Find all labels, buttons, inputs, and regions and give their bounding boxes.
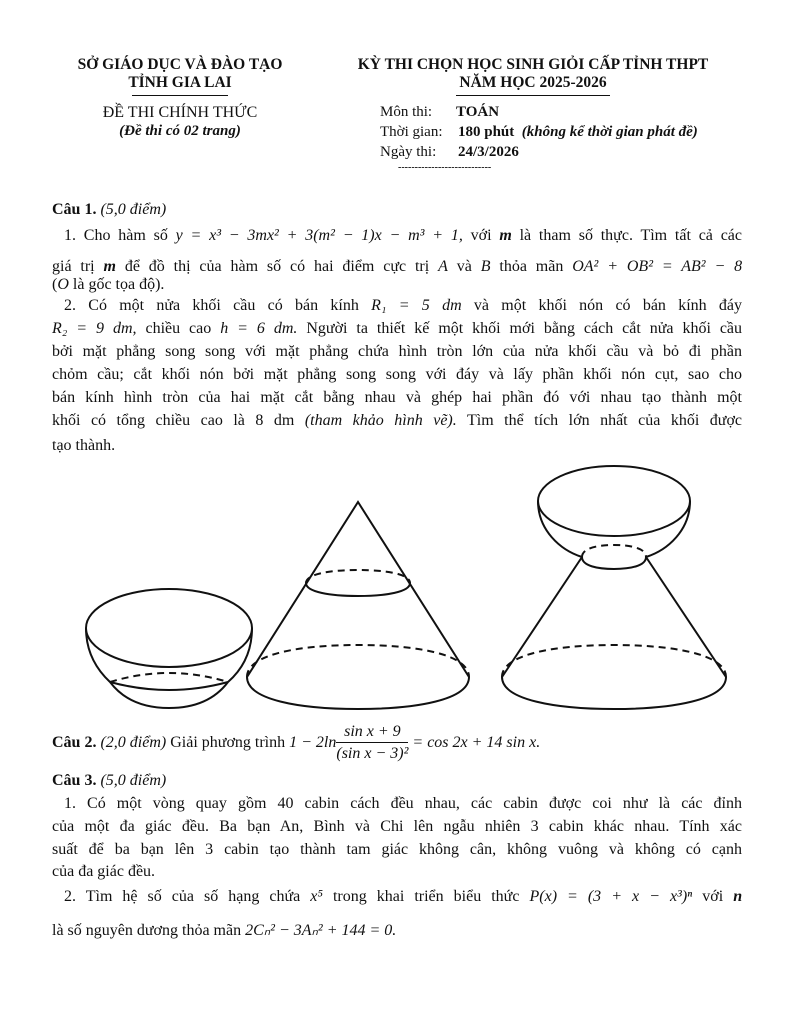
cone-base-front [247, 677, 469, 709]
text: 2. Tìm hệ số của số hạng chứa [64, 888, 301, 905]
text: ( [52, 276, 58, 293]
text: trong khai triển biểu thức [332, 888, 520, 905]
q1-points: (5,0 điểm) [100, 201, 167, 218]
var-n: n [733, 888, 743, 905]
q3-points: (5,0 điểm) [100, 772, 167, 789]
exam-name: KỲ THI CHỌN HỌC SINH GIỎI CẤP TỈNH THPT [357, 56, 709, 73]
height-h: h = 6 dm. [220, 320, 298, 337]
province-name: TỈNH GIA LAI [128, 74, 232, 91]
q2-intro: Giải phương trình [170, 734, 286, 752]
combined-figure [502, 466, 726, 709]
q1-p2-line7: tạo thành. [52, 437, 116, 454]
q1-p2-line3: bởi mặt phẳng song song với mặt phẳng chứa hình tròn lớn của nửa khối cầu và bỏ đi phần [52, 343, 742, 360]
var-B: B [480, 258, 491, 275]
time-value: 180 phút [458, 124, 515, 140]
text: là số nguyên dương thỏa mãn [52, 922, 242, 939]
date-value: 24/3/2026 [458, 144, 519, 160]
neck-front [582, 557, 646, 569]
q2-fraction [336, 722, 408, 765]
neck-back [582, 545, 646, 557]
q2-title: Câu 2. [52, 734, 97, 752]
term-x5: x⁵ [310, 888, 323, 905]
expression-P: P(x) = (3 + x − x³)ⁿ [529, 888, 693, 905]
time-label: Thời gian: [380, 124, 443, 140]
cone-cut-back [306, 570, 410, 583]
text: Người ta thiết kế một khối mới bằng cách cắt nửa khối cầu [306, 320, 743, 337]
q1-p2-line4: chỏm cầu; cắt khối nón bởi mặt phẳng song song với đáy và lấy phần khối nón cụt, sao cho [52, 366, 742, 383]
q1-p2-line5: bán kính hình tròn của hai mặt cắt bằng nhau và ghép hai phần đó với nhau tạo thành một [52, 389, 742, 406]
text: với [702, 888, 724, 905]
condition-formula: OA² + OB² = AB² − 8 [572, 258, 743, 275]
q3-p1-line2: của một đa giác đều. Ba bạn An, Bình và Chi lên ngẫu nhiên 3 cabin khác nhau. Tính xác [52, 818, 742, 835]
frustum-base-back [502, 645, 726, 677]
combined-bowl-left [538, 501, 582, 557]
frustum-right [646, 557, 726, 677]
header-dashes: ---------------------------- [398, 162, 492, 173]
figure-reference: (tham khảo hình vẽ). [304, 412, 457, 429]
var-A: A [438, 258, 448, 275]
radius-R2: R₂ = 9 dm, [52, 320, 137, 337]
q3-heading [52, 772, 742, 790]
q2-denominator: (sin x − 3)² [336, 745, 409, 762]
text: 1. Cho hàm số [64, 227, 168, 244]
combinatorics-equation: 2Cₙ² − 3Aₙ² + 144 = 0. [245, 922, 397, 939]
q3-p1-line4: của đa giác đều. [52, 863, 156, 880]
cone-sides [247, 502, 469, 677]
q2-rhs: = cos 2x + 14 sin x. [412, 734, 541, 752]
text: để đồ thị của hàm số có hai điểm cực trị [124, 258, 430, 275]
department-name: SỞ GIÁO DỤC VÀ ĐÀO TẠO [77, 56, 283, 73]
q2-line [52, 722, 742, 765]
official-exam-label: ĐỀ THI CHÍNH THỨC [102, 104, 258, 121]
subject-label: Môn thi: [380, 104, 433, 120]
text: là tham số thực. Tìm tất cả các [519, 227, 743, 244]
text: 2. Có một nửa khối cầu có bán kính [64, 297, 359, 314]
text: giá trị [52, 258, 95, 275]
frustum-base-front [502, 677, 726, 709]
radius-R1: R₁ = 5 dm [371, 297, 462, 314]
var-m: m [103, 258, 116, 275]
text: Tìm thể tích lớn nhất của khối được [466, 412, 743, 429]
cone-cut-front [306, 583, 410, 596]
function-formula: y = x³ − 3mx² + 3(m² − 1)x − m³ + 1, [175, 227, 463, 244]
var-m: m [499, 227, 512, 244]
q3-title: Câu 3. [52, 772, 97, 789]
pages-note: (Đề thi có 02 trang) [119, 123, 241, 139]
hemisphere-side-left [86, 628, 110, 682]
cut-ellipse-back [110, 673, 228, 682]
hemisphere-top-ellipse [86, 589, 252, 667]
combined-bowl-right [646, 501, 690, 557]
frustum-left [502, 557, 582, 677]
cone-base-back [247, 645, 469, 677]
text: thỏa mãn [499, 258, 564, 275]
text: khối có tổng chiều cao là 8 dm [52, 412, 295, 429]
cone-figure [247, 502, 469, 709]
q3-p1-line1: 1. Có một vòng quay gồm 40 cabin cách đều nhau, các cabin được coi như là các đỉnh [64, 795, 742, 812]
text: chiều cao [145, 320, 212, 337]
q1-title: Câu 1. [52, 201, 97, 218]
cut-ellipse-front [110, 682, 228, 690]
time-note: (không kể thời gian phát đề) [521, 124, 698, 140]
subject-value: TOÁN [456, 104, 500, 120]
text: là gốc tọa độ). [68, 276, 165, 293]
q2-numerator: sin x + 9 [336, 722, 408, 743]
var-O: O [57, 276, 69, 293]
school-year: NĂM HỌC 2025-2026 [459, 74, 607, 91]
text: và một khối nón có bán kính đáy [473, 297, 743, 314]
date-label: Ngày thi: [380, 144, 437, 160]
q3-p2-line2 [52, 920, 742, 940]
combined-top-ellipse [538, 466, 690, 536]
q2-lhs: 1 − 2ln [289, 734, 337, 752]
text: với [470, 227, 492, 244]
text: và [456, 258, 472, 275]
q3-p2-line1 [64, 888, 742, 906]
q3-p1-line3: suất để ba bạn lên 3 cabin tạo thành tam giác không cân, không vuông và không có cạnh [52, 841, 742, 858]
q2-points: (2,0 điểm) [100, 734, 167, 752]
hemisphere-figure [86, 589, 252, 708]
